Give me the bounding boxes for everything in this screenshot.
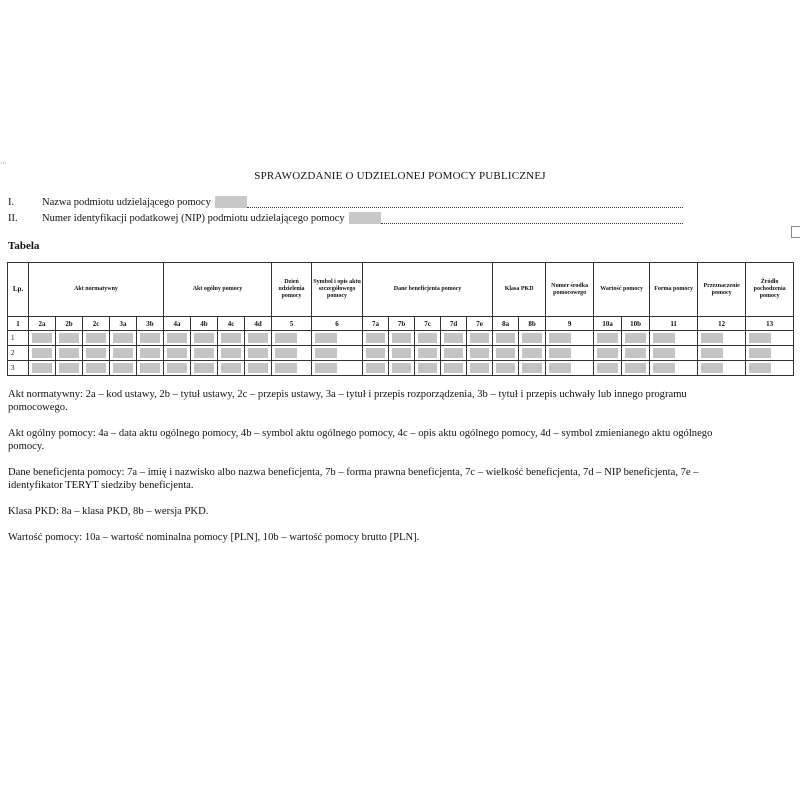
cell-input[interactable] <box>315 333 337 343</box>
cell-input[interactable] <box>275 348 297 358</box>
note-paragraph: Dane beneficjenta pomocy: 7a – imię i nazwisko albo nazwa beneficjenta, 7b – forma prawna beneficjenta, 7c – wielkość beneficjenta, 7d – NIP beneficjenta, 7e – identyfikator TERYT siedziby beneficjenta. <box>8 467 699 491</box>
cell-input[interactable] <box>522 333 542 343</box>
cell-input[interactable] <box>275 363 297 373</box>
column-number: 4d <box>245 317 272 331</box>
cell-input[interactable] <box>167 333 187 343</box>
table-cell <box>110 331 137 346</box>
column-number-row <box>8 317 794 331</box>
cell-input[interactable] <box>221 363 241 373</box>
table-cell <box>312 331 363 346</box>
column-number: 1 <box>8 317 29 331</box>
table-cell <box>191 331 218 346</box>
cell-input[interactable] <box>653 363 675 373</box>
note-paragraph: Wartość pomocy: 10a – wartość nominalna pomocy [PLN], 10b – wartość pomocy brutto [PLN]. <box>8 532 420 543</box>
header-przeznaczenie-pomocy: Przeznaczenie pomocy <box>698 263 746 317</box>
table-cell <box>218 361 245 376</box>
cell-input[interactable] <box>59 363 79 373</box>
cell-input[interactable] <box>749 363 771 373</box>
table-cell <box>191 361 218 376</box>
cell-input[interactable] <box>86 348 106 358</box>
cell-input[interactable] <box>749 348 771 358</box>
cell-input[interactable] <box>418 348 437 358</box>
column-number: 7a <box>363 317 389 331</box>
column-number: 7e <box>467 317 493 331</box>
column-number: 10a <box>594 317 622 331</box>
column-number: 2c <box>83 317 110 331</box>
table-cell <box>83 331 110 346</box>
cell-input[interactable] <box>113 363 133 373</box>
table-cell <box>218 346 245 361</box>
table-cell <box>363 331 389 346</box>
table-cell <box>493 331 519 346</box>
header-zrodlo-pochodzenia: Źródło pochodzenia pomocy <box>746 263 794 317</box>
table-cell <box>546 346 594 361</box>
dotted-line <box>381 212 683 224</box>
table-cell <box>594 361 622 376</box>
input-nazwa-podmiotu[interactable] <box>215 196 247 208</box>
table-cell <box>467 331 493 346</box>
column-number: 13 <box>746 317 794 331</box>
table-cell <box>415 361 441 376</box>
table-cell <box>650 331 698 346</box>
table-cell <box>441 361 467 376</box>
cell-input[interactable] <box>597 363 618 373</box>
table-cell <box>363 361 389 376</box>
table-cell <box>650 346 698 361</box>
table-header-row <box>8 263 794 317</box>
cell-input[interactable] <box>470 348 489 358</box>
cell-input[interactable] <box>549 348 571 358</box>
column-number: 6 <box>312 317 363 331</box>
field-row-nazwa <box>8 196 683 208</box>
margin-bracket <box>791 226 800 238</box>
table-cell <box>546 331 594 346</box>
cell-input[interactable] <box>59 333 79 343</box>
table-cell <box>622 331 650 346</box>
cell-input[interactable] <box>315 363 337 373</box>
table-body <box>8 331 794 376</box>
table-cell <box>245 331 272 346</box>
field-row-nip <box>8 212 683 224</box>
cell-input[interactable] <box>470 363 489 373</box>
table-cell <box>83 346 110 361</box>
cell-input[interactable] <box>59 348 79 358</box>
field-number: I. <box>8 196 15 208</box>
column-number: 10b <box>622 317 650 331</box>
cell-input[interactable] <box>194 348 214 358</box>
table-cell <box>83 361 110 376</box>
cell-input[interactable] <box>167 363 187 373</box>
table-cell <box>650 361 698 376</box>
table-cell <box>622 361 650 376</box>
cell-input[interactable] <box>625 333 646 343</box>
table-cell <box>546 361 594 376</box>
table-cell <box>245 361 272 376</box>
table-cell <box>272 361 312 376</box>
table-row <box>8 331 794 346</box>
field-label-nip: Numer identyfikacji podatkowej (NIP) podmiotu udzielającego pomocy <box>42 212 345 224</box>
table-row <box>8 361 794 376</box>
table-cell <box>272 346 312 361</box>
column-number: 5 <box>272 317 312 331</box>
cell-input[interactable] <box>221 348 241 358</box>
aid-report-table <box>7 262 794 376</box>
input-nip-podmiotu[interactable] <box>349 212 381 224</box>
table-cell <box>137 331 164 346</box>
table-cell <box>110 346 137 361</box>
cell-input[interactable] <box>444 348 463 358</box>
header-akt-ogolny: Akt ogólny pomocy <box>164 263 272 317</box>
table-cell <box>164 331 191 346</box>
table-cell <box>56 361 83 376</box>
table-cell <box>746 331 794 346</box>
cell-input[interactable] <box>86 333 106 343</box>
field-number: II. <box>8 212 18 224</box>
table-cell <box>363 346 389 361</box>
cell-input[interactable] <box>444 363 463 373</box>
cell-input[interactable] <box>32 363 52 373</box>
header-akt-normatywny: Akt normatywny <box>29 263 164 317</box>
cell-input[interactable] <box>625 348 646 358</box>
table-cell <box>137 346 164 361</box>
table-cell <box>467 346 493 361</box>
table-cell <box>493 361 519 376</box>
column-number: 7b <box>389 317 415 331</box>
cell-input[interactable] <box>248 348 268 358</box>
cell-input[interactable] <box>549 363 571 373</box>
cell-input[interactable] <box>366 333 385 343</box>
column-number: 9 <box>546 317 594 331</box>
cell-input[interactable] <box>701 348 723 358</box>
column-number: 3b <box>137 317 164 331</box>
row-number: 3 <box>8 361 29 376</box>
table-cell <box>56 331 83 346</box>
table-cell <box>164 346 191 361</box>
cell-input[interactable] <box>653 348 675 358</box>
header-symbol-aktu: Symbol i opis aktu szczegółowego pomocy <box>312 263 363 317</box>
table-cell <box>467 361 493 376</box>
table-cell <box>29 361 56 376</box>
table-cell <box>164 361 191 376</box>
header-forma-pomocy: Forma pomocy <box>650 263 698 317</box>
cell-input[interactable] <box>32 333 52 343</box>
cell-input[interactable] <box>275 333 297 343</box>
table-cell <box>698 346 746 361</box>
header-klasa-pkd: Klasa PKD <box>493 263 546 317</box>
table-cell <box>493 346 519 361</box>
table-cell <box>29 331 56 346</box>
table-cell <box>312 361 363 376</box>
cell-input[interactable] <box>392 348 411 358</box>
table-cell <box>594 331 622 346</box>
cell-input[interactable] <box>366 348 385 358</box>
cell-input[interactable] <box>392 333 411 343</box>
table-cell <box>698 331 746 346</box>
column-number: 8b <box>519 317 546 331</box>
header-wartosc-pomocy: Wartość pomocy <box>594 263 650 317</box>
table-cell <box>137 361 164 376</box>
table-row <box>8 346 794 361</box>
notes-section <box>8 388 748 557</box>
header-dzien-udzielenia: Dzień udzielenia pomocy <box>272 263 312 317</box>
cell-input[interactable] <box>194 333 214 343</box>
table-cell <box>272 331 312 346</box>
table-cell <box>594 346 622 361</box>
column-number: 12 <box>698 317 746 331</box>
tabela-heading: Tabela <box>8 240 40 252</box>
cell-input[interactable] <box>194 363 214 373</box>
column-number: 4a <box>164 317 191 331</box>
document-title: SPRAWOZDANIE O UDZIELONEJ POMOCY PUBLICZNEJ <box>254 170 546 182</box>
table-cell <box>441 331 467 346</box>
row-number: 1 <box>8 331 29 346</box>
cell-input[interactable] <box>113 333 133 343</box>
cell-input[interactable] <box>597 333 618 343</box>
header-dane-beneficjenta: Dane beneficjenta pomocy <box>363 263 493 317</box>
cell-input[interactable] <box>418 333 437 343</box>
cell-input[interactable] <box>653 333 675 343</box>
table-cell <box>29 346 56 361</box>
table-cell <box>389 331 415 346</box>
cell-input[interactable] <box>315 348 337 358</box>
column-number: 3a <box>110 317 137 331</box>
table-cell <box>698 361 746 376</box>
header-numer-srodka: Numer środka pomocowego <box>546 263 594 317</box>
cell-input[interactable] <box>418 363 437 373</box>
table-cell <box>218 331 245 346</box>
table-cell <box>746 346 794 361</box>
table-cell <box>415 346 441 361</box>
table-cell <box>622 346 650 361</box>
cell-input[interactable] <box>625 363 646 373</box>
column-number: 2b <box>56 317 83 331</box>
table-cell <box>519 346 546 361</box>
column-number: 7c <box>415 317 441 331</box>
table-cell <box>415 331 441 346</box>
column-number: 7d <box>441 317 467 331</box>
row-number: 2 <box>8 346 29 361</box>
cell-input[interactable] <box>470 333 489 343</box>
table-cell <box>56 346 83 361</box>
table-cell <box>746 361 794 376</box>
cell-input[interactable] <box>522 363 542 373</box>
dotted-line <box>247 196 683 208</box>
table-cell <box>191 346 218 361</box>
corner-mark: ⋯ <box>0 159 7 167</box>
header-lp: Lp. <box>8 263 29 317</box>
cell-input[interactable] <box>549 333 571 343</box>
cell-input[interactable] <box>749 333 771 343</box>
cell-input[interactable] <box>597 348 618 358</box>
table-cell <box>245 346 272 361</box>
table-cell <box>519 331 546 346</box>
cell-input[interactable] <box>248 333 268 343</box>
note-paragraph: Akt normatywny: 2a – kod ustawy, 2b – tytuł ustawy, 2c – przepis ustawy, 3a – tytuł i przepis rozporządzenia, 3b – tytuł i przepis uchwały lub innego programu pomocowego. <box>8 389 687 413</box>
cell-input[interactable] <box>113 348 133 358</box>
field-label-nazwa: Nazwa podmiotu udzielającego pomocy <box>42 196 211 208</box>
cell-input[interactable] <box>221 333 241 343</box>
cell-input[interactable] <box>167 348 187 358</box>
column-number: 4b <box>191 317 218 331</box>
table-cell <box>389 346 415 361</box>
cell-input[interactable] <box>496 348 515 358</box>
cell-input[interactable] <box>140 348 160 358</box>
table-cell <box>389 361 415 376</box>
cell-input[interactable] <box>522 348 542 358</box>
cell-input[interactable] <box>86 363 106 373</box>
table-cell <box>519 361 546 376</box>
cell-input[interactable] <box>701 363 723 373</box>
cell-input[interactable] <box>496 363 515 373</box>
cell-input[interactable] <box>140 333 160 343</box>
cell-input[interactable] <box>248 363 268 373</box>
column-number: 2a <box>29 317 56 331</box>
table-cell <box>441 346 467 361</box>
column-number: 8a <box>493 317 519 331</box>
note-paragraph: Akt ogólny pomocy: 4a – data aktu ogólnego pomocy, 4b – symbol aktu ogólnego pomocy, 4c – opis aktu ogólnego pomocy, 4d – symbol zmienianego aktu ogólnego pomocy. <box>8 428 713 452</box>
table-cell <box>110 361 137 376</box>
cell-input[interactable] <box>140 363 160 373</box>
table-cell <box>312 346 363 361</box>
cell-input[interactable] <box>496 333 515 343</box>
cell-input[interactable] <box>392 363 411 373</box>
column-number: 4c <box>218 317 245 331</box>
cell-input[interactable] <box>366 363 385 373</box>
column-number: 11 <box>650 317 698 331</box>
cell-input[interactable] <box>444 333 463 343</box>
cell-input[interactable] <box>701 333 723 343</box>
note-paragraph: Klasa PKD: 8a – klasa PKD, 8b – wersja PKD. <box>8 506 209 517</box>
cell-input[interactable] <box>32 348 52 358</box>
